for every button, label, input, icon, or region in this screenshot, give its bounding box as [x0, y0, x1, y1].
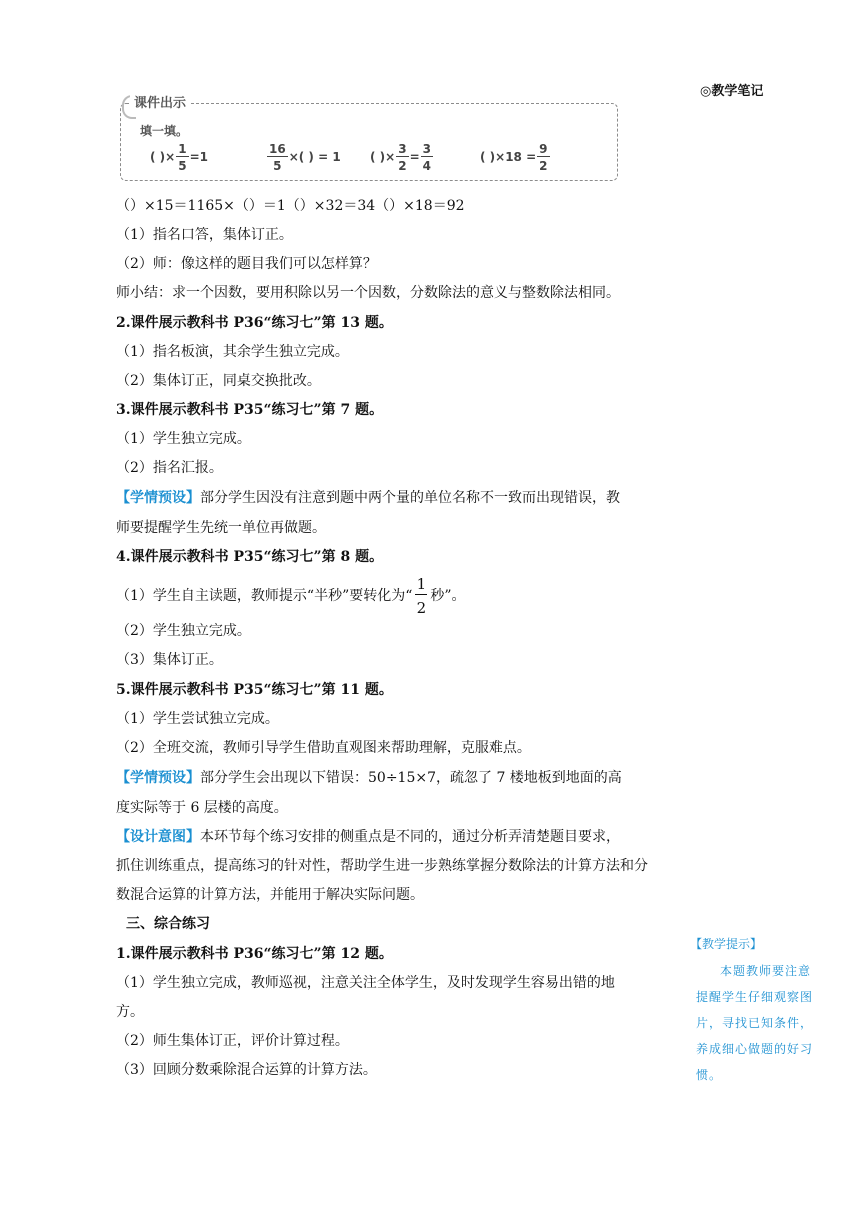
design-intent-text-cont: 抓住训练重点，提高练习的针对性，帮助学生进一步熟练掌握分数除法的计算方法和分	[116, 858, 648, 874]
fraction-numerator: 1	[416, 574, 427, 593]
learning-preset-text: 部分学生因没有注意到题中两个量的单位名称不一致而出现错误，教	[200, 490, 620, 506]
step-text: （1）指名板演，其余学生独立完成。	[116, 344, 349, 360]
equation-3-fraction-a	[397, 142, 407, 173]
equation-4-pre: ( )×18 =	[480, 150, 537, 164]
exercise-heading: 2.课件展示教科书 P36“练习七”第 13 题。	[116, 315, 393, 331]
step-text-post: 秒”。	[430, 588, 466, 604]
equation-3-mid: =	[409, 150, 420, 164]
learning-preset-text-cont: 度实际等于 6 层楼的高度。	[116, 800, 288, 816]
exercise-heading: 5.课件展示教科书 P35“练习七”第 11 题。	[116, 682, 393, 698]
learning-preset-tag: 【学情预设】	[116, 770, 200, 786]
section-heading: 三、综合练习	[126, 916, 210, 932]
step-text: （1）学生尝试独立完成。	[116, 711, 279, 727]
equation-4	[480, 140, 551, 174]
learning-preset-note	[116, 488, 620, 508]
fraction-denominator: 2	[539, 158, 548, 173]
step-text: （1）指名口答，集体订正。	[116, 227, 293, 243]
equation-2-post: ×( ) = 1	[288, 150, 341, 164]
step-text: （1）学生独立完成，教师巡视，注意关注全体学生，及时发现学生容易出错的地	[116, 975, 615, 991]
teaching-tip-text-content: 本题教师要注意提醒学生仔细观察图片，寻找已知条件，养成细心做题的好习惯。	[696, 964, 814, 1082]
learning-preset-text: 部分学生会出现以下错误：50÷15×7，疏忽了 7 楼地板到地面的高	[200, 770, 622, 786]
design-intent-tag: 【设计意图】	[116, 829, 200, 845]
fraction-numerator: 3	[398, 141, 407, 156]
fraction-denominator: 4	[422, 158, 431, 173]
courseware-subtitle: 填一填。	[140, 124, 189, 138]
step-text-pre: （1）学生自主读题，教师提示“半秒”要转化为“	[116, 588, 413, 604]
equation-3-pre: ( )×	[370, 150, 396, 164]
equation-1-fraction	[177, 142, 187, 173]
learning-preset-text-cont: 师要提醒学生先统一单位再做题。	[116, 520, 326, 536]
step-text: （2）集体订正，同桌交换批改。	[116, 373, 321, 389]
courseware-tab: 课件出示	[130, 92, 190, 111]
equation-2-fraction	[268, 142, 287, 173]
fraction-numerator: 1	[178, 141, 187, 156]
fraction-denominator: 2	[398, 158, 407, 173]
teaching-tip-title: 【教学提示】	[690, 937, 763, 951]
step-text: （2）师：像这样的题目我们可以怎样算？	[116, 256, 377, 272]
step-text-with-fraction	[116, 574, 466, 618]
step-text: （2）师生集体订正，评价计算过程。	[116, 1033, 349, 1049]
teaching-tip-text	[696, 958, 820, 1088]
step-text: （2）全班交流，教师引导学生借助直观图来帮助理解，克服难点。	[116, 740, 531, 756]
step-text: （3）集体订正。	[116, 652, 223, 668]
fraction-numerator: 16	[269, 141, 286, 156]
design-intent-text-cont: 数混合运算的计算方法，并能用于解决实际问题。	[116, 887, 424, 903]
teacher-summary: 师小结：求一个因数，要用积除以另一个因数，分数除法的意义与整数除法相同。	[116, 285, 620, 301]
fraction-denominator: 2	[416, 598, 427, 617]
design-intent-note	[116, 827, 620, 847]
fill-in-equations	[150, 140, 610, 174]
equation-3-fraction-b	[422, 142, 432, 173]
equations-text-line: （）×15＝1165×（）＝1（）×32＝34（）×18＝92	[116, 198, 465, 214]
equation-3	[370, 140, 434, 174]
fraction-numerator: 9	[539, 141, 548, 156]
step-text: （3）回顾分数乘除混合运算的计算方法。	[116, 1062, 377, 1078]
equation-4-fraction	[538, 142, 548, 173]
step-text: （1）学生独立完成。	[116, 431, 251, 447]
design-intent-text: 本环节每个练习安排的侧重点是不同的，通过分析弄清楚题目要求，	[200, 829, 620, 845]
exercise-heading: 4.课件展示教科书 P35“练习七”第 8 题。	[116, 549, 384, 565]
equation-1-pre: ( )×	[150, 150, 176, 164]
exercise-heading: 1.课件展示教科书 P36“练习七”第 12 题。	[116, 946, 393, 962]
step-text: （2）指名汇报。	[116, 460, 223, 476]
half-fraction	[415, 575, 427, 618]
fraction-denominator: 5	[178, 158, 187, 173]
fraction-denominator: 5	[273, 158, 282, 173]
learning-preset-tag: 【学情预设】	[116, 490, 200, 506]
fraction-numerator: 3	[422, 141, 431, 156]
exercise-heading: 3.课件展示教科书 P35“练习七”第 7 题。	[116, 402, 384, 418]
equation-2	[266, 140, 341, 174]
step-text-cont: 方。	[116, 1004, 144, 1020]
teaching-notes-label: ◎教学笔记	[700, 84, 764, 99]
equation-1-post: =1	[189, 150, 208, 164]
equation-1	[150, 140, 208, 174]
learning-preset-note	[116, 768, 622, 788]
step-text: （2）学生独立完成。	[116, 623, 251, 639]
